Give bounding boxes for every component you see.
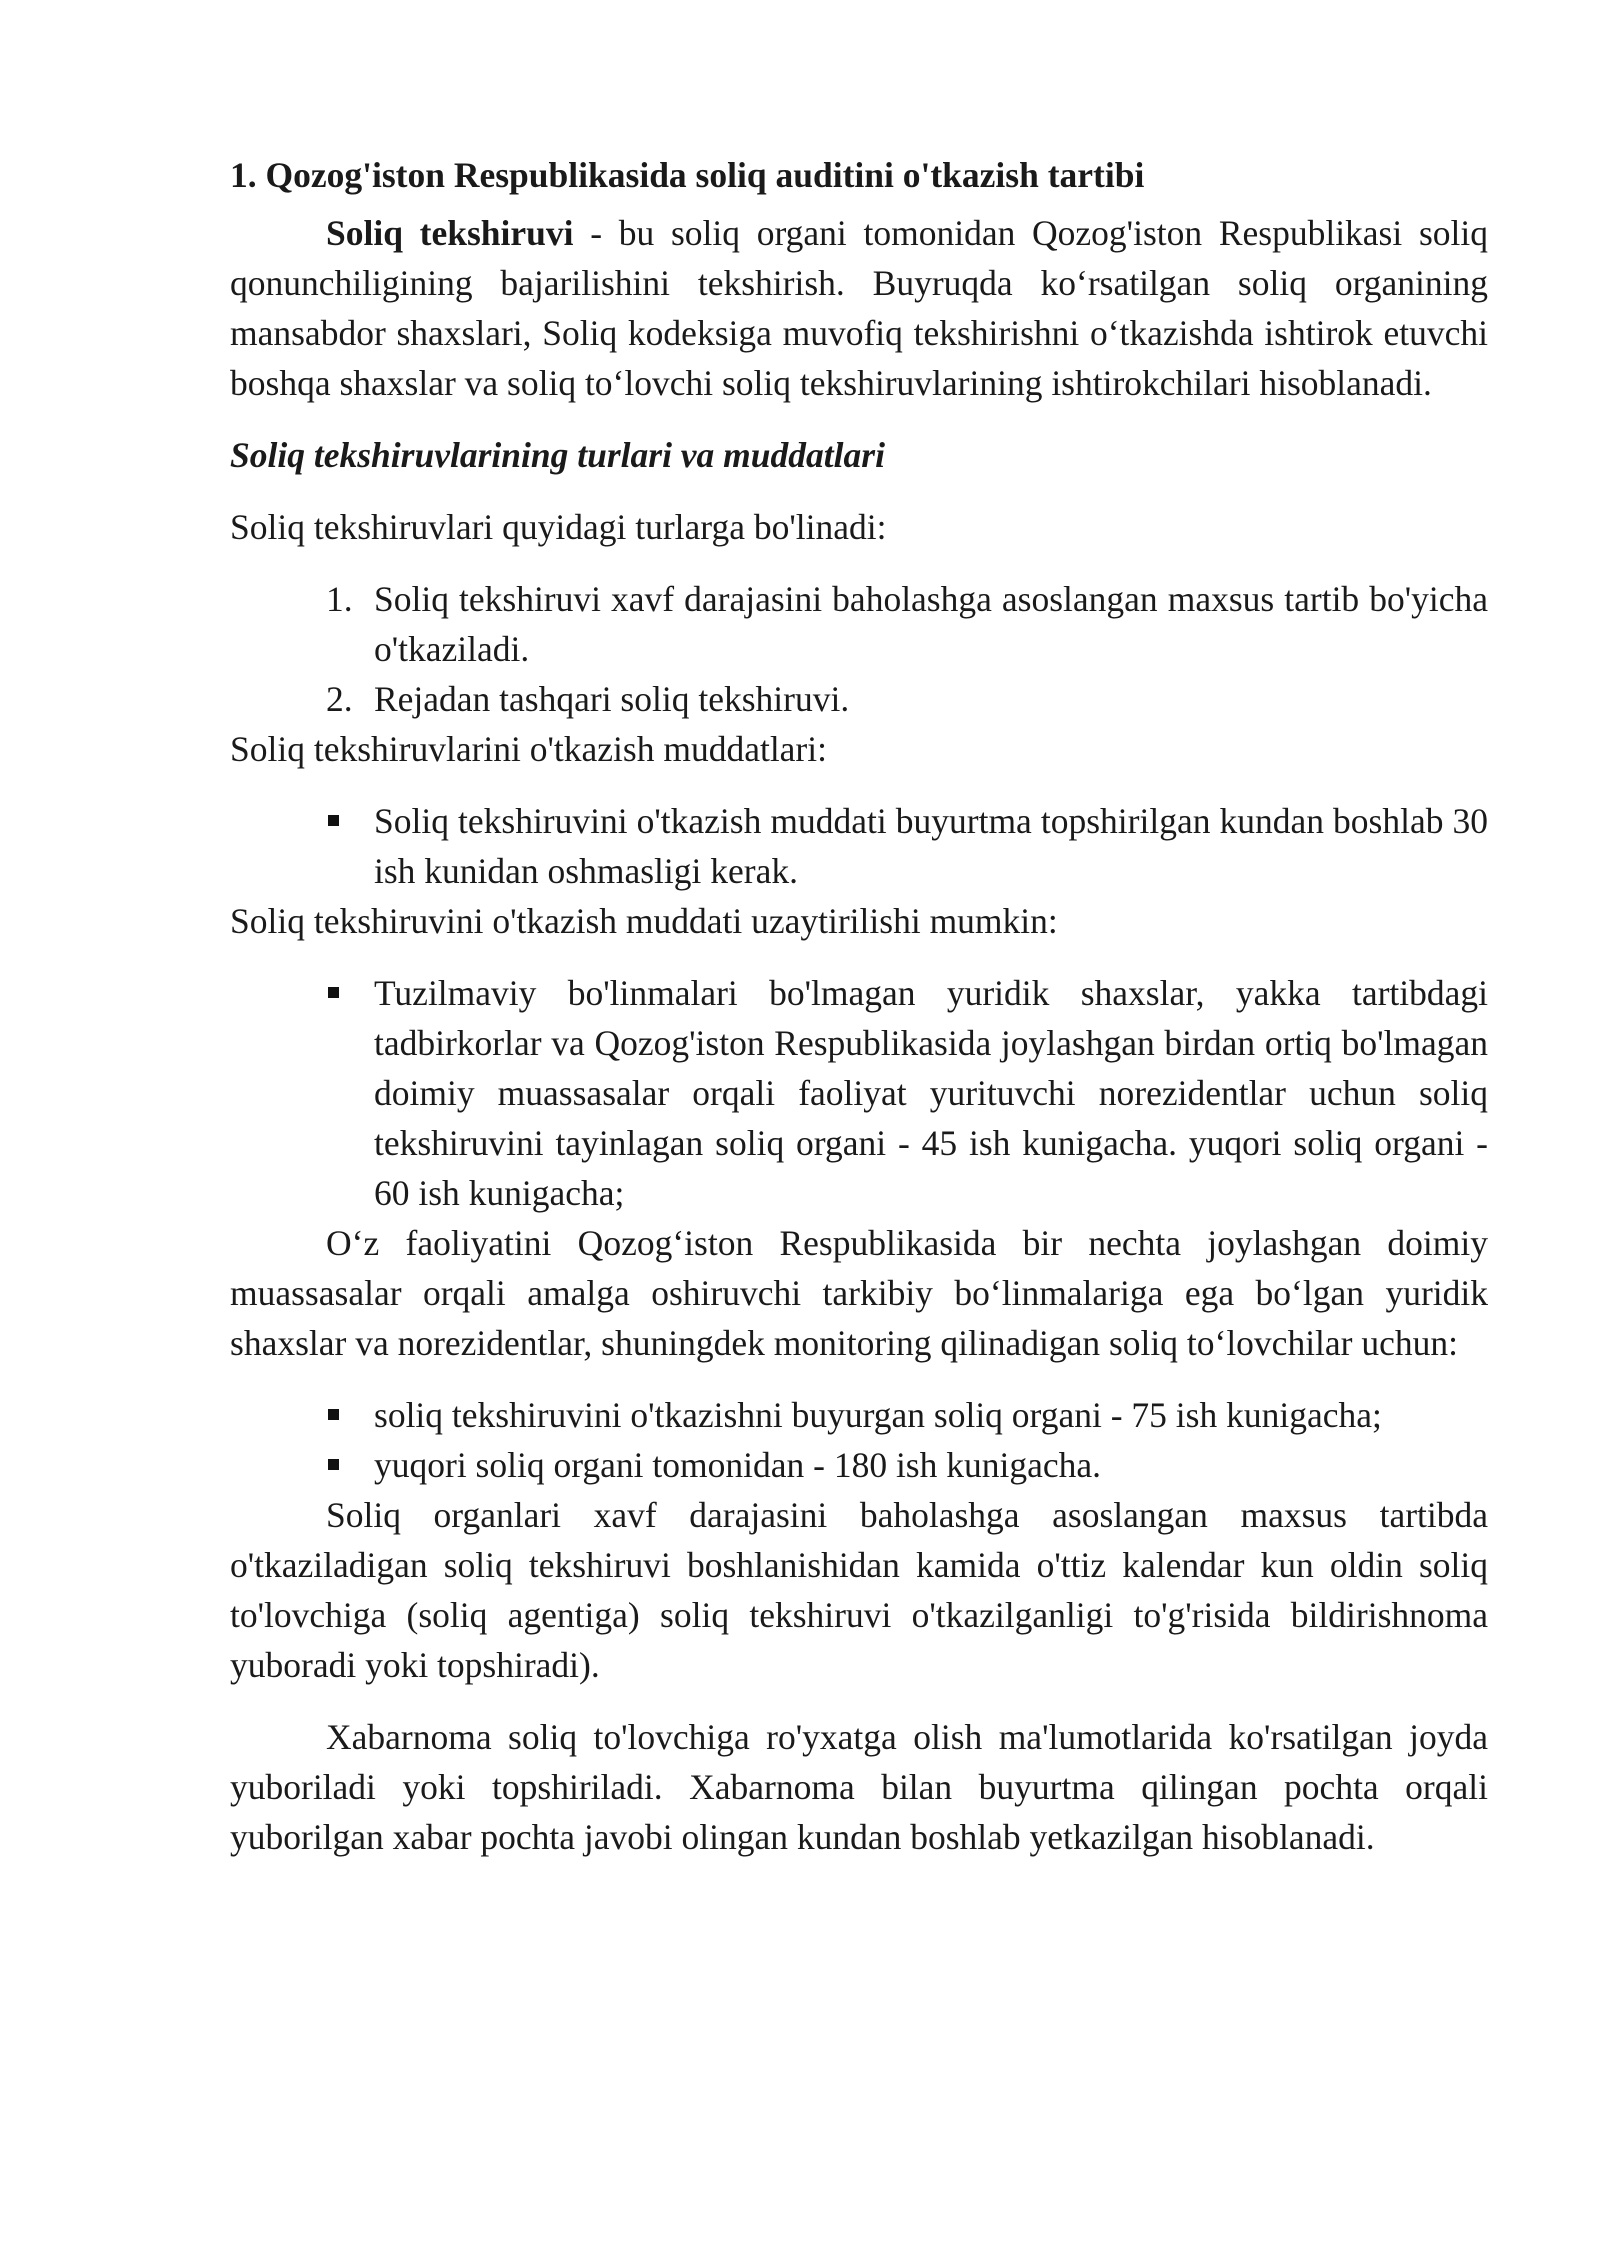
- bullet-square-icon: [328, 1409, 339, 1420]
- intro-term: Soliq tekshiruvi: [326, 213, 574, 253]
- list-item: [230, 968, 1488, 1218]
- terms-list: [230, 796, 1488, 896]
- extension-intro: Soliq tekshiruvini o'tkazish muddati uzaytirilishi mumkin:: [230, 901, 1058, 941]
- extension-list: [230, 968, 1488, 1218]
- list-marker: 2.: [326, 679, 353, 719]
- intro-text: - bu soliq organi tomonidan Qozog'iston Respublikasi soliq qonunchiligining bajarilishini tekshirish. Buyruqda koʻrsatilgan soliq organining mansabdor shaxslari, Soliq kodeksiga muvofiq tekshirishni oʻtkazishda ishtirok etuvchi boshqa shaxslar va soliq toʻlovchi soliq tekshiruvlarining ishtirokchilari hisoblanadi.: [230, 213, 1488, 403]
- delivery-paragraph: Xabarnoma soliq to'lovchiga ro'yxatga olish ma'lumotlarida ko'rsatilgan joyda yuboriladi yoki topshiriladi. Xabarnoma bilan buyurtma qilingan pochta orqali yuborilgan xabar pochta javobi olingan kundan boshlab yetkazilgan hisoblanadi.: [230, 1717, 1488, 1857]
- list-item: [230, 1440, 1488, 1490]
- bullet-square-icon: [328, 815, 339, 826]
- list-item-text: Tuzilmaviy bo'linmalari bo'lmagan yuridik shaxslar, yakka tartibdagi tadbirkorlar va Qozog'iston Respublikasida joylashgan birdan ortiq bo'lmagan doimiy muassasalar orqali faoliyat yurituvchi norezidentlar uchun soliq tekshiruvini tayinlagan soliq organi - 45 ish kunigacha. yuqori soliq organi - 60 ish kunigacha;: [374, 973, 1488, 1213]
- branches-paragraph: Oʻz faoliyatini Qozogʻiston Respublikasida bir nechta joylashgan doimiy muassasalar orqali amalga oshiruvchi tarkibiy boʻlinmalariga ega boʻlgan yuridik shaxslar va norezidentlar, shuningdek monitoring qilinadigan soliq toʻlovchilar uchun:: [230, 1223, 1488, 1363]
- notice-paragraph: Soliq organlari xavf darajasini baholashga asoslangan maxsus tartibda o'tkaziladigan soliq tekshiruvi boshlanishidan kamida o'ttiz kalendar kun oldin soliq to'lovchiga (soliq agentiga) soliq tekshiruvi o'tkazilganligi to'g'risida bildirishnoma yuboradi yoki topshiradi).: [230, 1495, 1488, 1685]
- list-item: [230, 574, 1488, 674]
- types-list: [230, 574, 1488, 724]
- subheading: Soliq tekshiruvlarining turlari va muddatlari: [230, 435, 885, 475]
- list-item-text: Soliq tekshiruvini o'tkazish muddati buyurtma topshirilgan kundan boshlab 30 ish kunidan oshmasligi kerak.: [374, 801, 1488, 891]
- list-item-text: soliq tekshiruvini o'tkazishni buyurgan soliq organi - 75 ish kunigacha;: [374, 1395, 1382, 1435]
- list-item: [230, 674, 1488, 724]
- bullet-square-icon: [328, 987, 339, 998]
- document-page: [230, 150, 1488, 1862]
- list-item-text: yuqori soliq organi tomonidan - 180 ish kunigacha.: [374, 1445, 1102, 1485]
- intro-paragraph: [230, 208, 1488, 408]
- branches-list: [230, 1390, 1488, 1490]
- section-heading: 1. Qozog'iston Respublikasida soliq auditini o'tkazish tartibi: [230, 155, 1145, 195]
- list-item: [230, 796, 1488, 896]
- list-marker: 1.: [326, 579, 353, 619]
- list-item-text: Rejadan tashqari soliq tekshiruvi.: [374, 679, 850, 719]
- bullet-square-icon: [328, 1459, 339, 1470]
- list-item-text: Soliq tekshiruvi xavf darajasini baholashga asoslangan maxsus tartib bo'yicha o'tkaziladi.: [374, 579, 1488, 669]
- types-intro: Soliq tekshiruvlari quyidagi turlarga bo'linadi:: [230, 507, 887, 547]
- list-item: [230, 1390, 1488, 1440]
- terms-intro: Soliq tekshiruvlarini o'tkazish muddatlari:: [230, 729, 827, 769]
